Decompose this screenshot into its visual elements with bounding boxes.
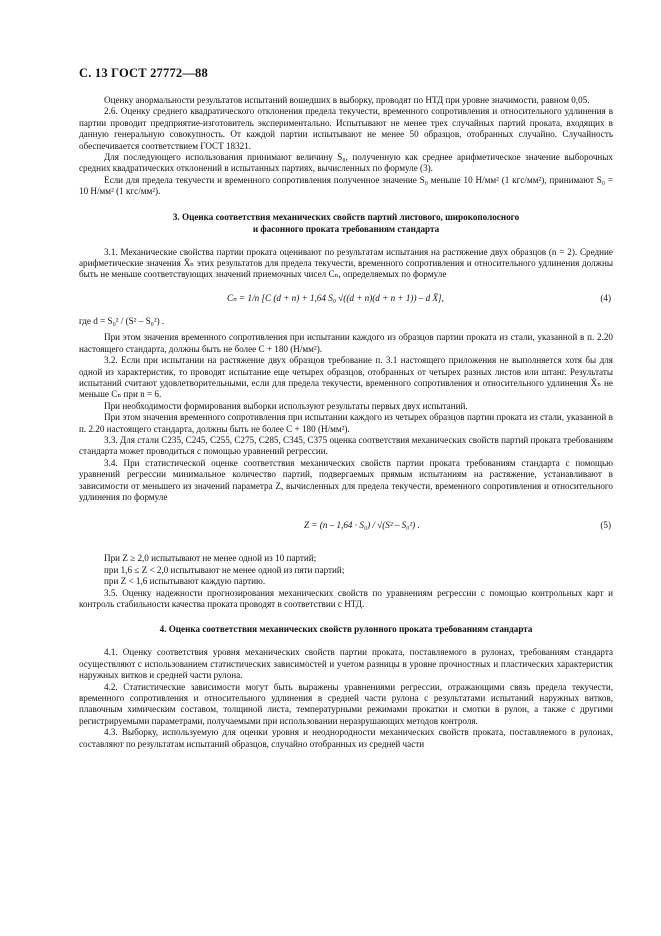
- paragraph: 2.6. Оценку среднего квадратического отклонения предела текучести, временного сопротивления и относительного удлинения в партии проводит предприятие-изготовитель экспериментально. Испытывают не менее трех случайных партий проката, входящих в данную генеральную совокупность. От каждой партии испытывают не менее 50 образцов, отобранных случайно. Случайность обеспечивается соответствием ГОСТ 18321.: [79, 106, 613, 151]
- formula-5-number: (5): [600, 520, 611, 531]
- section-4-title: 4. Оценка соответствия механических свойств рулонного проката требованиям стандарта: [159, 624, 533, 635]
- z-criteria-list: [79, 553, 613, 587]
- formula-5: [79, 512, 613, 542]
- paragraph-4-3: 4.3. Выборку, используемую для оценки уровня и неоднородности механических свойств проката, поставляемого в рулонах, составляют по результатам испытаний образцов, случайно отобранных из средней части: [79, 727, 613, 749]
- paragraph-3-3: 3.3. Для стали С235, С245, С255, С275, С285, С345, С375 оценка соответствия механических свойств партий проката требованиям стандарта может проводиться с помощью уравнений регрессии.: [79, 434, 613, 457]
- section-3-title-line2: и фасонного проката требованиям стандарта: [252, 223, 440, 234]
- paragraph-3-4: 3.4. При статистической оценке соответствия механических свойств партии проката требованиям стандарта с помощью уравнений регрессии минимальное количество партий, подвергаемых прямым испытаниям на растяжение, устанавливают в зависимости от меньшего из значений параметра Z, вычисленных для предела текучести, временного сопротивления и относительного удлинения по формуле: [79, 457, 613, 502]
- formula-4-expression: Cₙ = 1/n [C (d + n) + 1,64 S₀ √((d + n)(d + n + 1)) – d X̄],: [227, 292, 444, 303]
- paragraph: Если для предела текучести и временного сопротивления полученное значение S₀ меньше 10 Н/мм² (1 кгс/мм²), принимают S₀ = 10 Н/мм² (1 кгс/мм²).: [79, 174, 613, 197]
- paragraph: Для последующего использования принимают величину S₀, полученную как среднее арифметическое значение выборочных средних квадратических отклонений в испытанных партиях, вычисленных по формуле (3).: [79, 152, 613, 174]
- paragraph: При этом значения временного сопротивления при испытании каждого из образцов партии проката из стали, указанной в п. 2.20 настоящего стандарта, должны быть не более C + 180 (Н/мм²).: [79, 332, 613, 354]
- paragraph: Оценку анормальности результатов испытаний вошедших в выборку, проводят по НТД при уровне значимости, равном 0,05.: [104, 95, 590, 105]
- paragraph-3-5: 3.5. Оценку надежности прогнозирования механических свойств по уравнениям регрессии с помощью контрольных карт и контроль стабильности качества проката проводят в соответствии с НТД.: [79, 587, 613, 609]
- list-item: При Z ≥ 2,0 испытывают не менее одной из 10 партий;: [104, 553, 317, 564]
- section-3-title: [79, 211, 613, 235]
- paragraph-4-1: 4.1. Оценку соответствия уровня механических свойств партии проката, поставляемого в рулонах, требованиям стандарта осуществляют с использованием статистических зависимостей и учетом разницы в уровне прочностных и пластических характеристик наружных витков и средней части рулона.: [79, 647, 613, 681]
- paragraph-3-2: 3.2. Если при испытании на растяжение двух образцов требование п. 3.1 настоящего приложения не выполняется хотя бы для одной из характеристик, то проводят испытание еще четырех образцов, отобранных от четырех разных листов или штанг. Результаты испытаний считают удовлетворительными, если для предела текучести, временного сопротивления и относительного удлинения X̄ₙ не меньше Cₙ при n = 6.: [79, 355, 613, 400]
- formula-4-where: где d = S₀² / (S² – S₀²) .: [79, 315, 165, 326]
- paragraph-4-2: 4.2. Статистические зависимости могут быть выражены уравнениями регрессии, отражающими связь предела текучести, временного сопротивления и относительного удлинения в средней части рулона с результатами испытаний наружных витков, плавочным химическим составом, толщиной листа, температурными режимами прокатки и смотки в рулон, а также с другими регистрируемыми параметрами, получаемыми при использовании неразрушающих методов контроля.: [79, 681, 613, 726]
- paragraph-3-1: 3.1. Механические свойства партии проката оценивают по результатам испытания на растяжение двух образцов (n = 2). Средние арифметические значения X̄ₙ этих результатов для предела текучести, временного сопротивления и относительного удлинения должны быть не меньше соответствующих значений приемочных чисел Cₙ, определяемых по формуле: [79, 246, 613, 280]
- list-item: при 1,6 ≤ Z < 2,0 испытывают не менее одной из пяти партий;: [104, 564, 345, 575]
- paragraph: При необходимости формирования выборки используют результаты первых двух испытаний.: [104, 400, 468, 411]
- formula-4-number: (4): [600, 292, 611, 303]
- formula-4: [79, 287, 613, 313]
- formula-5-expression: Z = (n – 1,64 · S₀) / √(S² – S₀²) .: [304, 520, 420, 531]
- section-3-title-line1: 3. Оценка соответствия механических свойств партий листового, широкополосного: [172, 211, 520, 222]
- page-header: С. 13 ГОСТ 27772—88: [79, 66, 208, 80]
- paragraph: При этом значения временного сопротивления при испытании каждого из четырех образцов партии проката из стали, указанной в п. 2.20 настоящего стандарта, должны быть не более C + 180 (Н/мм²).: [79, 412, 613, 434]
- list-item: при Z < 1,6 испытывают каждую партию.: [104, 576, 266, 587]
- document-body: [79, 95, 613, 750]
